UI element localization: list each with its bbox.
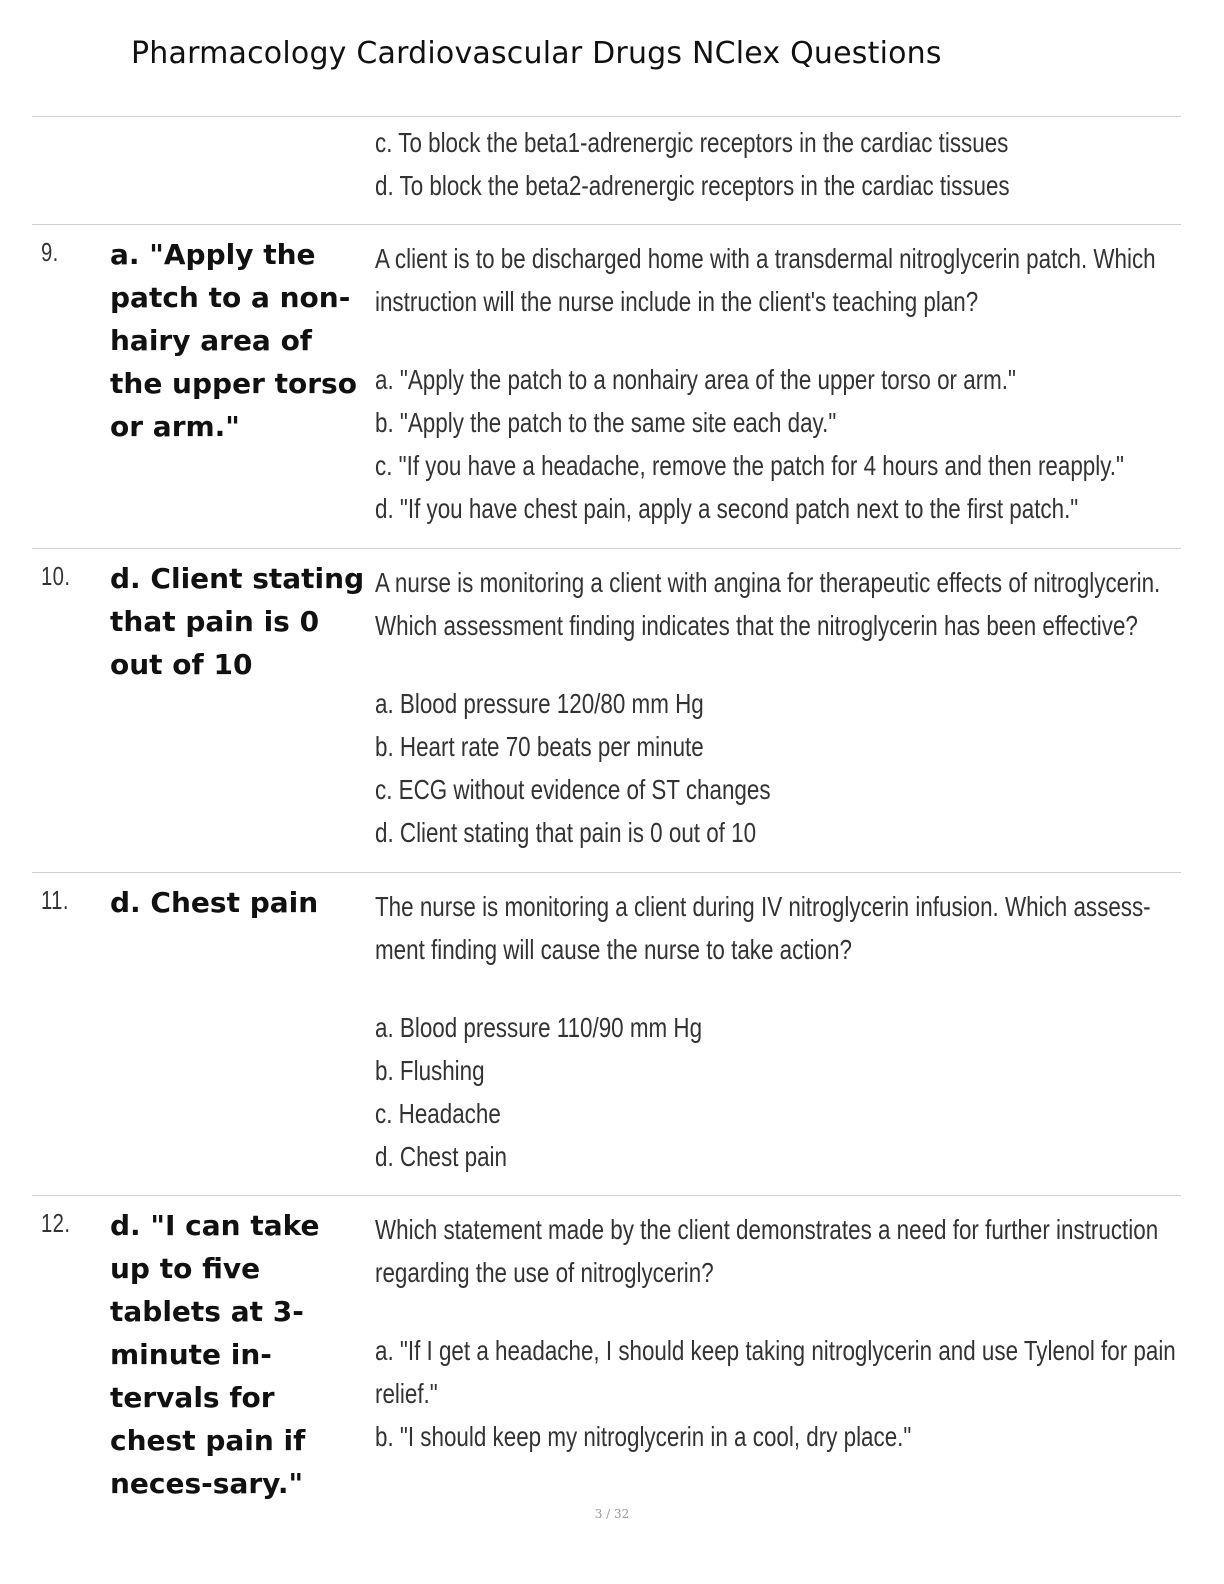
answer-options bbox=[375, 358, 1181, 530]
answer-options bbox=[375, 682, 1181, 854]
option: c. Headache bbox=[375, 1098, 501, 1129]
question-text: A nurse is monitoring a client with angina for therapeutic effects of nitroglycerin. bbox=[375, 567, 1161, 598]
card-answer: a. "Apply the patch to a non-hairy area of the upper torso or arm." bbox=[110, 238, 357, 443]
question-column bbox=[375, 237, 1181, 530]
option: b. Flushing bbox=[375, 1055, 485, 1086]
option: c. ECG without evidence of ST changes bbox=[375, 774, 771, 805]
answer-options bbox=[375, 1329, 1181, 1458]
option: d. To block the beta2-adrenergic receptors in the cardiac tissues bbox=[375, 170, 1010, 201]
question-block bbox=[375, 1208, 1181, 1458]
card-number: 10. bbox=[41, 561, 71, 591]
page-title: Pharmacology Cardiovascular Drugs NClex Questions bbox=[131, 36, 942, 71]
question-text: regarding the use of nitroglycerin? bbox=[375, 1257, 714, 1288]
page-number: 3 / 32 bbox=[594, 1507, 630, 1521]
option: b. "Apply the patch to the same site each day." bbox=[375, 407, 837, 438]
option: c. "If you have a headache, remove the patch for 4 hours and then reapply." bbox=[375, 450, 1124, 481]
option: relief." bbox=[375, 1378, 438, 1409]
question-text: A client is to be discharged home with a transdermal nitroglycerin patch. Which bbox=[375, 243, 1156, 274]
question-column bbox=[375, 121, 1181, 207]
option: a. Blood pressure 110/90 mm Hg bbox=[375, 1012, 703, 1043]
card-answer: d. "I can take up to five tablets at 3-minute in-tervals for chest pain if neces-sary." bbox=[110, 1209, 320, 1500]
question-column bbox=[375, 885, 1181, 1178]
question-column bbox=[375, 1208, 1181, 1458]
card-number: 12. bbox=[41, 1208, 71, 1238]
divider bbox=[32, 548, 1181, 549]
option: b. "I should keep my nitroglycerin in a cool, dry place." bbox=[375, 1421, 912, 1452]
option: a. "Apply the patch to a nonhairy area of the upper torso or arm." bbox=[375, 364, 1016, 395]
card-answer: d. Chest pain bbox=[110, 886, 319, 919]
option: b. Heart rate 70 beats per minute bbox=[375, 731, 704, 762]
option: d. Client stating that pain is 0 out of 10 bbox=[375, 817, 757, 848]
question-text: Which assessment finding indicates that the nitroglycerin has been effective? bbox=[375, 610, 1138, 641]
option: a. "If I get a headache, I should keep taking nitroglycerin and use Tylenol for pain bbox=[375, 1335, 1176, 1366]
option: a. Blood pressure 120/80 mm Hg bbox=[375, 688, 704, 719]
question-text: The nurse is monitoring a client during IV nitroglycerin infusion. Which assess- bbox=[375, 891, 1151, 922]
option: d. "If you have chest pain, apply a second patch next to the first patch." bbox=[375, 493, 1079, 524]
answer-options bbox=[375, 1006, 1181, 1178]
question-block bbox=[375, 237, 1181, 530]
option: d. Chest pain bbox=[375, 1141, 507, 1172]
card-number: 11. bbox=[41, 885, 69, 915]
divider bbox=[32, 224, 1181, 225]
question-block bbox=[375, 561, 1181, 854]
question-text: ment finding will cause the nurse to take action? bbox=[375, 934, 852, 965]
question-block bbox=[375, 885, 1181, 1178]
question-text: Which statement made by the client demonstrates a need for further instruction bbox=[375, 1214, 1159, 1245]
question-text: instruction will the nurse include in the client's teaching plan? bbox=[375, 286, 979, 317]
question-column bbox=[375, 561, 1181, 854]
card-number: 9. bbox=[41, 237, 59, 267]
divider bbox=[32, 116, 1181, 117]
divider bbox=[32, 1195, 1181, 1196]
divider bbox=[32, 872, 1181, 873]
card-answer: d. Client stating that pain is 0 out of 10 bbox=[110, 562, 365, 681]
answer-options bbox=[375, 121, 1181, 207]
option: c. To block the beta1-adrenergic receptors in the cardiac tissues bbox=[375, 127, 1009, 158]
